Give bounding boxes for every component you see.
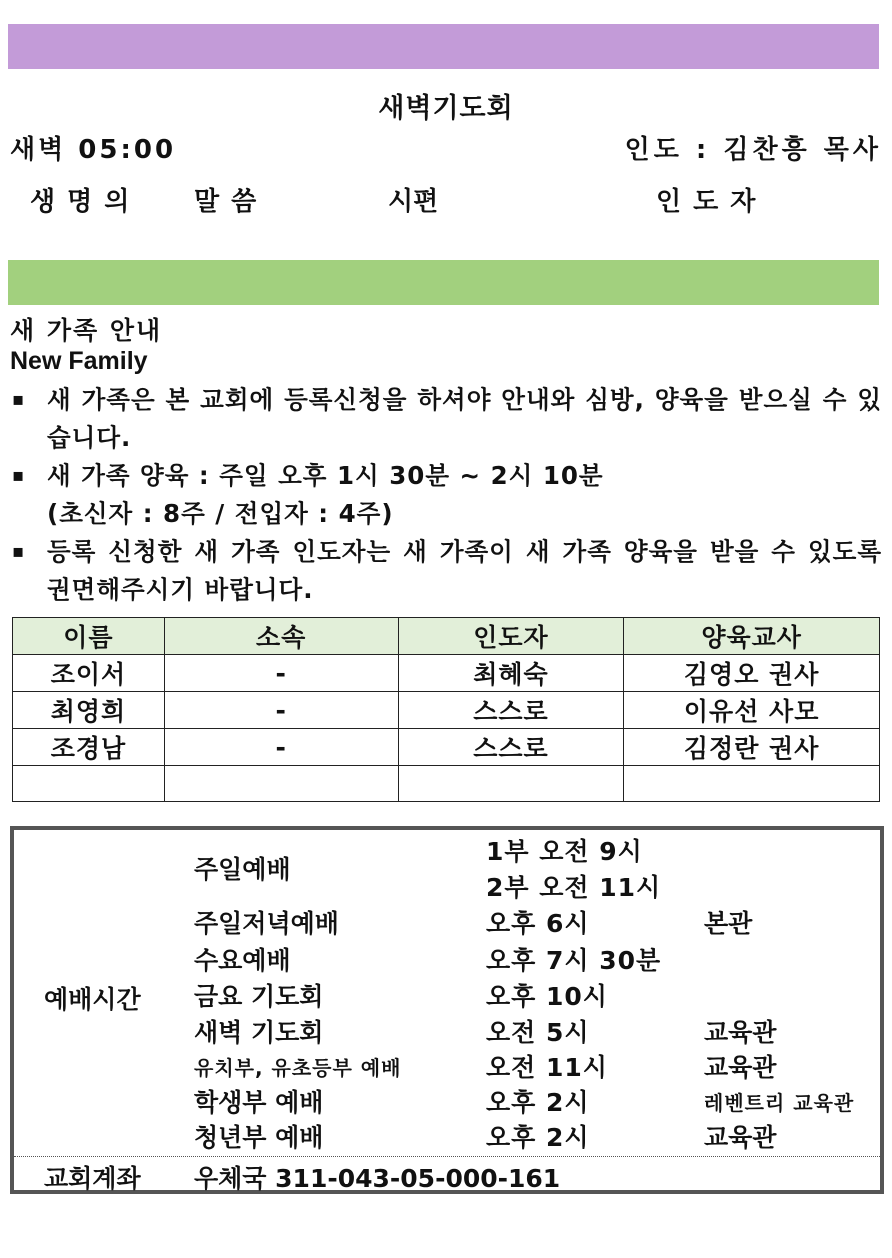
table-cell — [624, 766, 880, 802]
table-cell: 김영오 권사 — [624, 655, 880, 692]
table-row — [13, 692, 880, 729]
table-cell: 최영희 — [13, 692, 165, 729]
scripture-book: 시편 — [388, 187, 439, 217]
worship-time: 1부 오전 9시 — [486, 837, 643, 866]
worship-place: 레벤트리 교육관 — [704, 1091, 855, 1115]
new-family-heading-en: New Family — [10, 347, 148, 375]
table-row — [13, 655, 880, 692]
bullet-mark: ▪ — [12, 389, 26, 410]
worship-place: 교육관 — [704, 1018, 777, 1047]
table-cell: 최혜숙 — [398, 655, 624, 692]
worship-time: 오후 6시 — [486, 909, 590, 938]
bullet-mark: ▪ — [12, 465, 26, 486]
worship-row — [14, 904, 880, 940]
worship-row — [14, 868, 880, 904]
leader-label: 인도자 — [656, 187, 768, 217]
table-cell: 조이서 — [13, 655, 165, 692]
worship-time-label: 예배시간 — [44, 985, 141, 1014]
table-row — [13, 729, 880, 766]
new-family-bullets — [10, 381, 882, 609]
table-header-row — [13, 618, 880, 655]
account-divider — [14, 1156, 880, 1157]
worship-name: 금요 기도회 — [194, 982, 324, 1011]
bullet-item — [10, 533, 882, 609]
new-family-heading: 새 가족 안내 — [10, 316, 163, 345]
word-of-life-label: 생명의 — [30, 187, 142, 217]
worship-row — [14, 1048, 880, 1084]
new-family-table — [12, 617, 880, 802]
bullet-text: 등록 신청한 새 가족 인도자는 새 가족이 새 가족 양육을 받을 수 있도록 권면해주시기 바랍니다. — [47, 537, 882, 604]
worship-time: 오후 2시 — [486, 1088, 590, 1117]
table-cell — [13, 766, 165, 802]
table-cell: 김정란 권사 — [624, 729, 880, 766]
worship-name: 유치부, 유초등부 예배 — [194, 1056, 402, 1080]
bullet-text: 새 가족은 본 교회에 등록신청을 하셔야 안내와 심방, 양육을 받으실 수 있습니다. — [47, 385, 882, 452]
worship-name: 주일저녁예배 — [194, 909, 339, 938]
table-row — [13, 766, 880, 802]
bullet-item — [10, 457, 882, 533]
worship-time: 오후 10시 — [486, 982, 608, 1011]
worship-name: 학생부 예배 — [194, 1088, 324, 1117]
table-cell: 스스로 — [398, 692, 624, 729]
worship-place: 교육관 — [704, 1123, 777, 1152]
worship-row — [14, 1118, 880, 1154]
table-cell: 이유선 사모 — [624, 692, 880, 729]
dawn-prayer-leader: 인도 : 김찬흥 목사 — [624, 135, 882, 165]
table-cell — [164, 766, 398, 802]
dawn-prayer-time: 새벽 05:00 — [10, 135, 177, 165]
worship-name: 청년부 예배 — [194, 1123, 324, 1152]
worship-row — [14, 941, 880, 977]
worship-time: 오후 7시 30분 — [486, 946, 662, 975]
section-color-bar — [8, 260, 879, 305]
bullet-text: 새 가족 양육 : 주일 오후 1시 30분 ~ 2시 10분 — [47, 461, 604, 490]
table-cell — [398, 766, 624, 802]
table-cell: 스스로 — [398, 729, 624, 766]
bullet-subtext: (초신자 : 8주 / 전입자 : 4주) — [47, 499, 394, 528]
worship-time: 오전 5시 — [486, 1018, 590, 1047]
header-leader: 인도자 — [398, 618, 624, 655]
table-cell: - — [164, 655, 398, 692]
worship-row — [14, 977, 880, 1013]
worship-name: 주일예배 — [194, 855, 291, 884]
table-cell: - — [164, 729, 398, 766]
word-label: 말씀 — [194, 187, 269, 217]
header-teacher: 양육교사 — [624, 618, 880, 655]
worship-row — [14, 1013, 880, 1049]
table-cell: - — [164, 692, 398, 729]
worship-time: 오후 2시 — [486, 1123, 590, 1152]
bullet-mark: ▪ — [12, 541, 26, 562]
worship-time: 2부 오전 11시 — [486, 873, 662, 902]
worship-name: 수요예배 — [194, 946, 291, 975]
top-color-bar — [8, 24, 879, 69]
worship-place: 본관 — [704, 909, 753, 938]
worship-time: 오전 11시 — [486, 1053, 608, 1082]
church-account-number: 우체국 311-043-05-000-161 — [194, 1164, 561, 1193]
table-cell: 조경남 — [13, 729, 165, 766]
worship-row — [14, 1083, 880, 1119]
worship-name: 새벽 기도회 — [194, 1018, 324, 1047]
worship-place: 교육관 — [704, 1053, 777, 1082]
bullet-item — [10, 381, 882, 457]
header-name: 이름 — [13, 618, 165, 655]
dawn-prayer-title: 새벽기도회 — [378, 93, 514, 124]
church-account-label: 교회계좌 — [44, 1164, 141, 1193]
worship-schedule-box — [10, 826, 884, 1194]
header-affiliation: 소속 — [164, 618, 398, 655]
